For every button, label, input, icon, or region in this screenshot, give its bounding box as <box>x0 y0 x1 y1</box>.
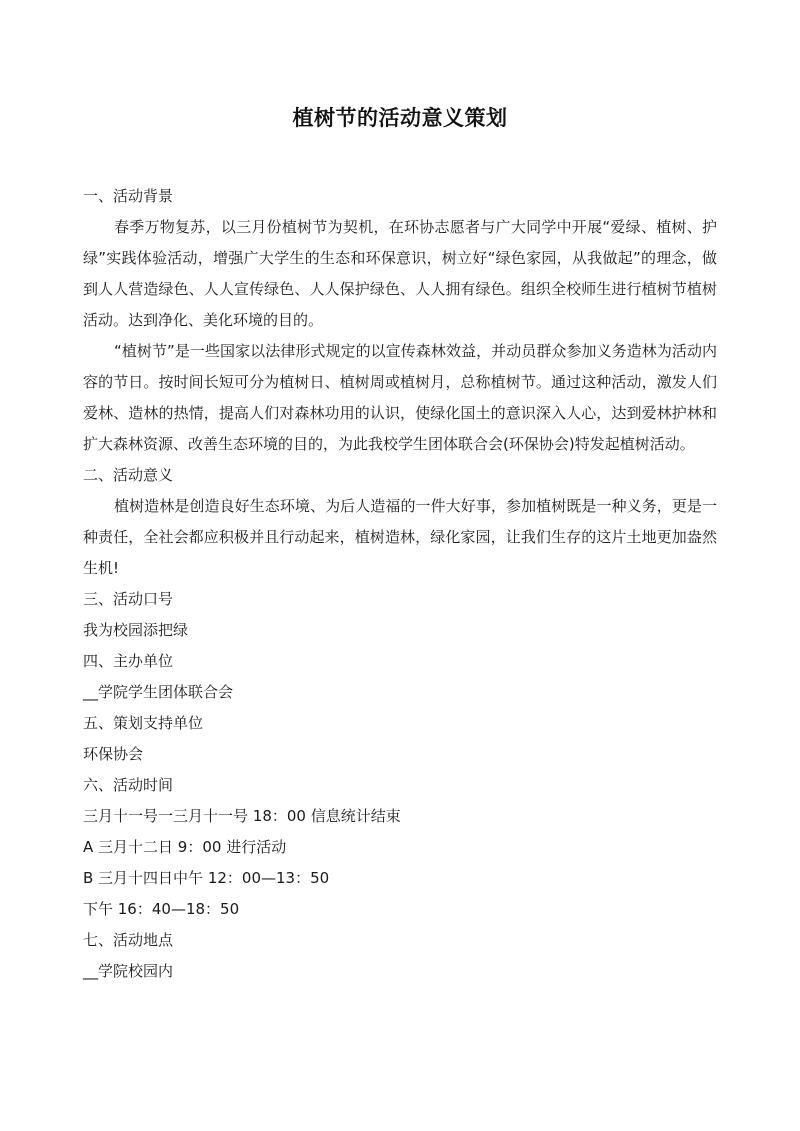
section-heading-slogan: 三、活动口号 <box>83 590 174 608</box>
section-heading-location: 七、活动地点 <box>83 931 174 949</box>
document-title: 植树节的活动意义策划 <box>292 106 508 130</box>
organizer-text: __学院学生团体联合会 <box>83 683 234 701</box>
time-line-3: B 三月十四日中午 12：00—13：50 <box>83 869 330 887</box>
location-text: __学院校园内 <box>83 962 174 980</box>
section-heading-background: 一、活动背景 <box>83 187 174 205</box>
background-paragraph-2: “植树节”是一些国家以法律形式规定的以宣传森林效益，并动员群众参加义务造林为活动内容的节日。按时间长短可分为植树日、植树周或植树月，总称植树节。通过这种活动，激发人们爱林、造林的热情，提高人们对森林功用的认识，使绿化国土的意识深入人心，达到爱林护林和扩大森林资源、改善生态环境的目的，为此我校学生团体联合会(环保协会)特发起植树活动。 <box>83 342 717 453</box>
section-heading-support: 五、策划支持单位 <box>83 714 204 732</box>
section-heading-time: 六、活动时间 <box>83 776 174 794</box>
section-heading-organizer: 四、主办单位 <box>83 652 174 670</box>
time-line-4: 下午 16：40—18：50 <box>83 900 240 918</box>
slogan-text: 我为校园添把绿 <box>83 621 189 639</box>
time-line-2: A 三月十二日 9：00 进行活动 <box>83 838 287 856</box>
meaning-paragraph: 植树造林是创造良好生态环境、为后人造福的一件大好事，参加植树既是一种义务，更是一种责任，全社会都应积极并且行动起来，植树造林，绿化家园，让我们生存的这片土地更加盎然生机! <box>83 497 717 577</box>
document-body <box>83 181 717 987</box>
section-heading-meaning: 二、活动意义 <box>83 466 174 484</box>
support-text: 环保协会 <box>83 745 144 763</box>
time-line-1: 三月十一号一三月十一号 18：00 信息统计结束 <box>83 807 401 825</box>
background-paragraph-1: 春季万物复苏，以三月份植树节为契机，在环协志愿者与广大同学中开展“爱绿、植树、护绿”实践体验活动，增强广大学生的生态和环保意识，树立好“绿色家园，从我做起”的理念，做到人人营造绿色、人人宣传绿色、人人保护绿色、人人拥有绿色。组织全校师生进行植树节植树活动。达到净化、美化环境的目的。 <box>83 218 717 329</box>
